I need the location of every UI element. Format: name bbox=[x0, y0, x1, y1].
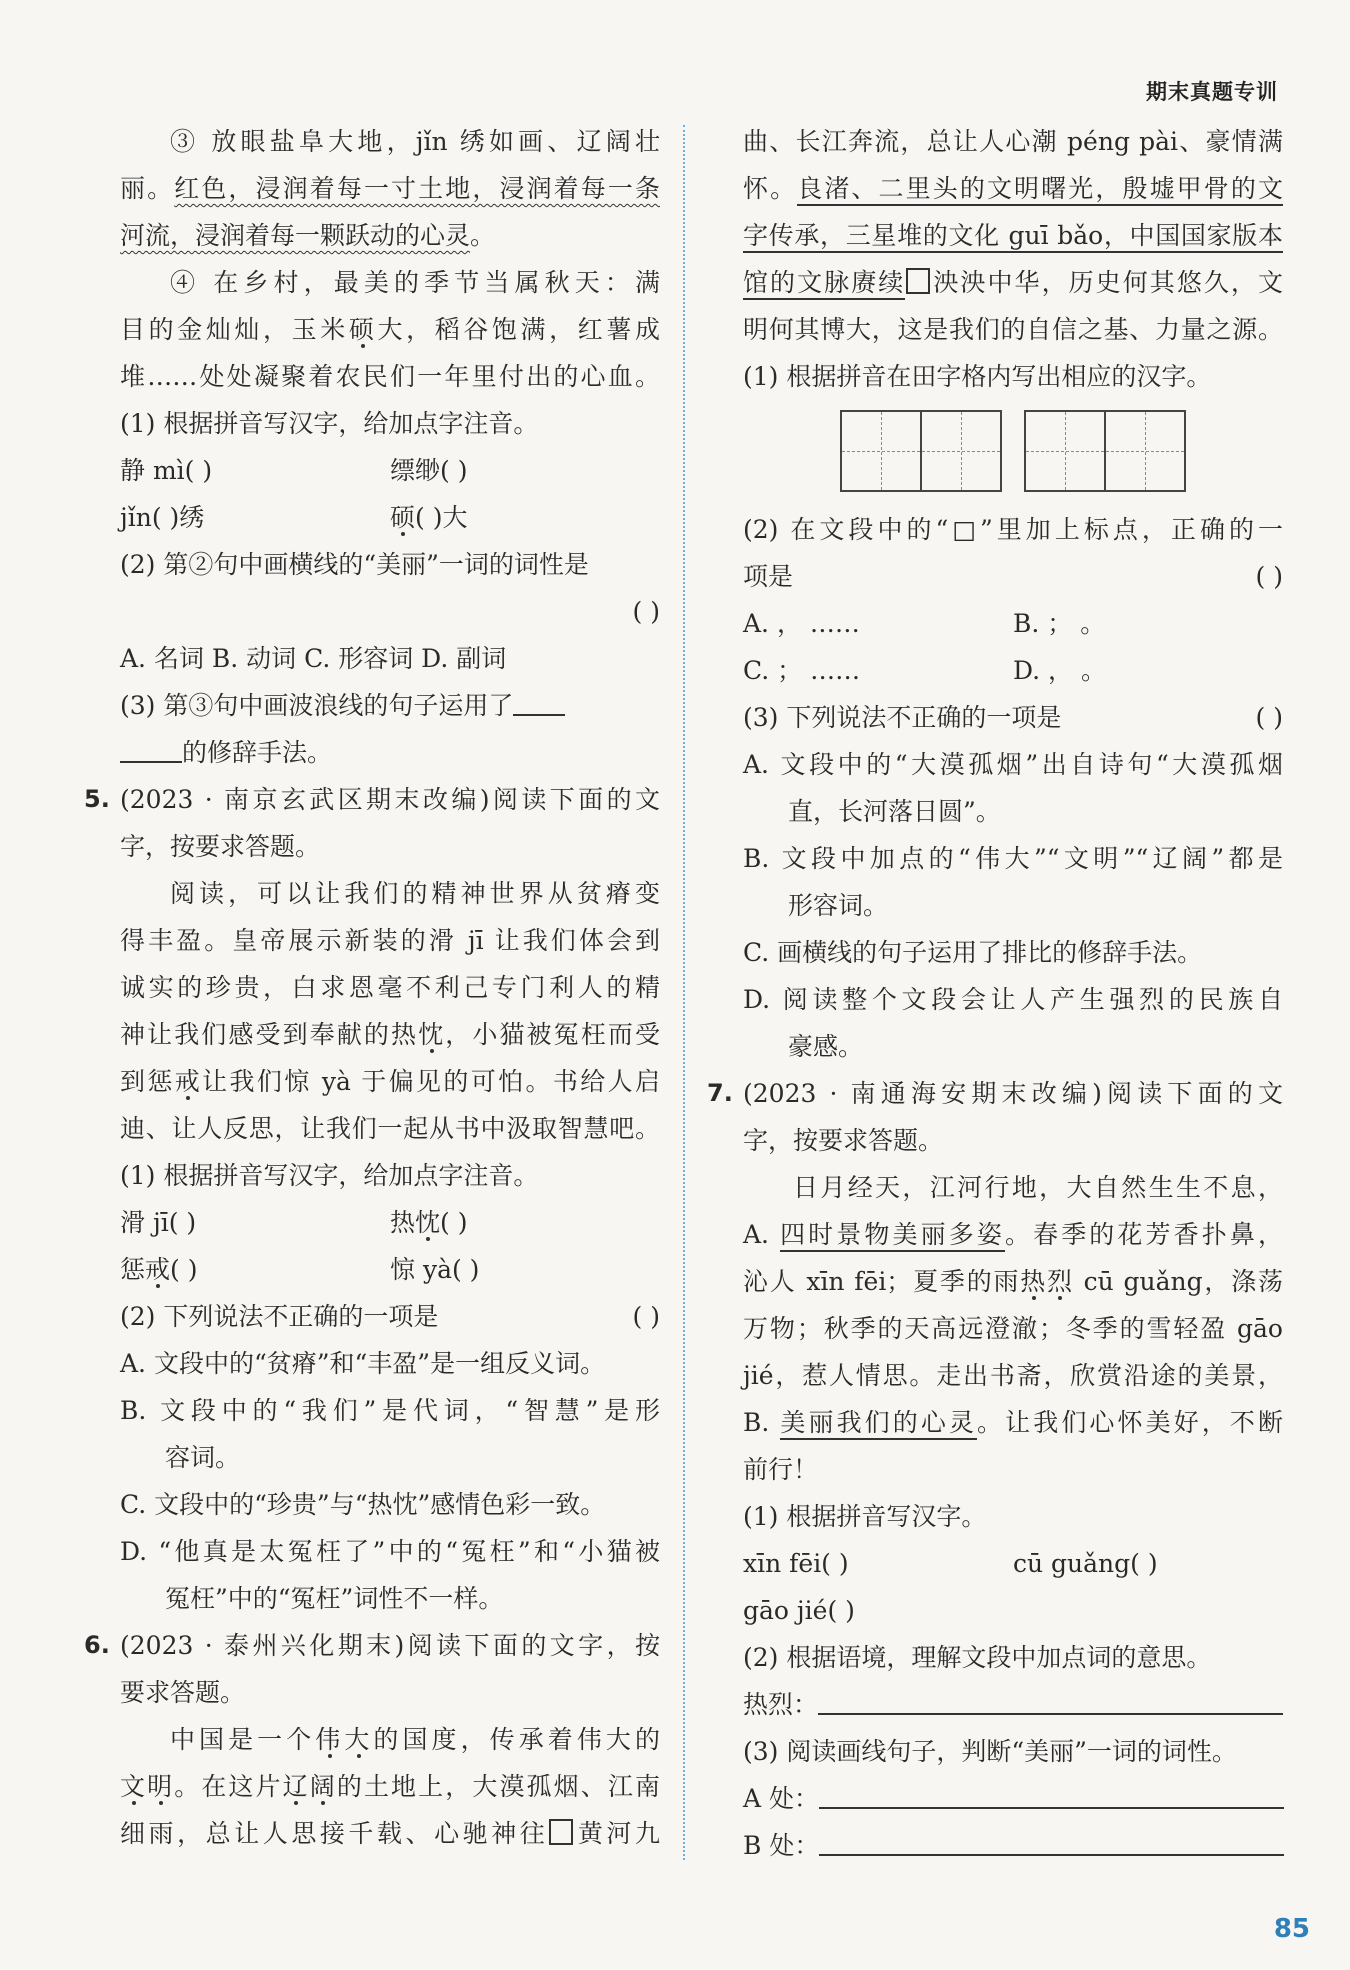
blank-jie[interactable]: 惩戒( ) bbox=[120, 1255, 198, 1284]
answer-row bbox=[743, 1540, 1283, 1587]
text-line: 阅读，可以让我们的精神世界从贫瘠变 bbox=[170, 879, 660, 908]
blank-gaojie[interactable]: gāo jié( ) bbox=[743, 1596, 855, 1625]
question-1: (1) 根据拼音写汉字，给加点字注音。 bbox=[120, 409, 539, 438]
question-2: (2) 下列说法不正确的一项是 ( ) bbox=[120, 1293, 660, 1340]
option-a[interactable]: A. 文段中的“大漠孤烟”出自诗句“大漠孤烟 bbox=[743, 750, 1283, 779]
column-divider bbox=[683, 125, 685, 1860]
text-line: A. 四时景物美丽多姿。春季的花芳香扑鼻， bbox=[743, 1211, 1283, 1258]
text-line: ④ 在乡村，最美的季节当属秋天：满 bbox=[170, 268, 660, 297]
option-d-cont[interactable]: 冤枉”中的“冤枉”词性不一样。 bbox=[165, 1584, 504, 1613]
question-number: 6. bbox=[84, 1631, 110, 1659]
question-2: (2) 第②句中画横线的“美丽”一词的词性是 bbox=[120, 550, 589, 579]
blank-mi[interactable]: 静 mì( ) bbox=[120, 456, 213, 485]
option-b[interactable]: B. 文段中的“我们”是代词，“智慧”是形 bbox=[120, 1396, 660, 1425]
answer-line-b: B 处： bbox=[743, 1822, 1283, 1869]
section-5-title-cont: 字，按要求答题。 bbox=[120, 832, 321, 861]
text-line: 神让我们感受到奉献的热忱，小猫被冤枉而受 bbox=[120, 1020, 660, 1049]
tianzige-guibao[interactable] bbox=[1024, 410, 1186, 492]
blank-xinfei[interactable]: xīn fēi( ) bbox=[743, 1549, 849, 1578]
text-line bbox=[743, 212, 1283, 259]
option-d[interactable]: D. 阅读整个文段会让人产生强烈的民族自 bbox=[743, 985, 1283, 1014]
wavy-sentence: 红色，浸润着每一寸土地，浸润着每一条 bbox=[174, 174, 660, 203]
text-line: 到惩戒让我们惊 yà 于偏见的可怕。书给人启 bbox=[120, 1067, 660, 1096]
option-b-cont[interactable]: 容词。 bbox=[165, 1443, 241, 1472]
text-line: 丽。红色，浸润着每一寸土地，浸润着每一条 bbox=[120, 174, 660, 203]
page-header: 期末真题专训 bbox=[1146, 80, 1278, 104]
tianzige-row bbox=[743, 406, 1283, 496]
punctuation-box[interactable] bbox=[906, 268, 930, 294]
blank-cuguang[interactable]: cū guǎng( ) bbox=[1013, 1549, 1158, 1578]
text-line: 馆的文脉赓续 泱泱中华，历史何其悠久，文 bbox=[743, 259, 1283, 306]
option-b-cont[interactable]: 形容词。 bbox=[788, 891, 889, 920]
blank-ya[interactable]: 惊 yà( ) bbox=[390, 1255, 480, 1284]
blank-ji[interactable]: 滑 jī( ) bbox=[120, 1208, 197, 1237]
question-1: (1) 根据拼音写汉字，给加点字注音。 bbox=[120, 1161, 539, 1190]
text-line: 细雨，总让人思接千载、心驰神往 黄河九 bbox=[120, 1819, 660, 1848]
blank-piaomiao[interactable]: 缥缈( ) bbox=[390, 456, 468, 485]
text-line: 万物；秋季的天高远澄澈；冬季的雪轻盈 gāo bbox=[743, 1314, 1283, 1343]
option-d[interactable]: D. ， 。 bbox=[1013, 656, 1106, 685]
option-a-cont[interactable]: 直，长河落日圆”。 bbox=[788, 797, 1001, 826]
text-line: 迪、让人反思，让我们一起从书中汲取智慧吧。 bbox=[120, 1114, 660, 1143]
blank-chen[interactable]: 热忱( ) bbox=[390, 1208, 468, 1237]
answer-row bbox=[120, 1199, 660, 1246]
text-line: 中国是一个伟大的国度，传承着伟大的 bbox=[170, 1725, 660, 1754]
question-2: (2) 根据语境，理解文段中加点词的意思。 bbox=[743, 1643, 1212, 1672]
answer-line-a: A 处： bbox=[743, 1775, 1283, 1822]
underlined-sentence: 字传承，三星堆的文化 guī bǎo，中国国家版本 bbox=[743, 221, 1283, 253]
underlined-sentence: 馆的文脉赓续 bbox=[743, 268, 905, 300]
text-line: 怀。良渚、二里头的文明曙光，殷墟甲骨的文 bbox=[743, 165, 1283, 212]
section-6-title-cont: 要求答题。 bbox=[120, 1678, 246, 1707]
section-5-title: 5. (2023 · 南京玄武区期末改编)阅读下面的文 bbox=[120, 776, 660, 823]
text-line: 日月经天，江河行地，大自然生生不息， bbox=[793, 1173, 1283, 1202]
punctuation-box[interactable] bbox=[549, 1819, 573, 1845]
text-line: 诚实的珍贵，白求恩毫不利己专门利人的精 bbox=[120, 973, 660, 1002]
section-7-title-cont: 字，按要求答题。 bbox=[743, 1126, 944, 1155]
answer-paren[interactable]: ( ) bbox=[632, 597, 660, 626]
answer-row bbox=[120, 1246, 660, 1293]
answer-row bbox=[120, 447, 660, 494]
answer-blank[interactable] bbox=[120, 761, 182, 763]
text-line: ③ 放眼盐阜大地，jǐn 绣如画、辽阔壮 bbox=[170, 127, 660, 156]
question-1: (1) 根据拼音写汉字。 bbox=[743, 1502, 987, 1531]
wavy-sentence: 河流，浸润着每一颗跃动的心灵 bbox=[120, 221, 471, 250]
dotted-char: 戒 bbox=[174, 1067, 203, 1096]
answer-paren[interactable]: ( ) bbox=[632, 1302, 660, 1331]
page-number: 85 bbox=[1273, 1914, 1310, 1944]
options-row bbox=[743, 600, 1283, 647]
underlined-sentence: 良渚、二里头的文明曙光，殷墟甲骨的文 bbox=[797, 174, 1283, 206]
answer-paren[interactable]: ( ) bbox=[1255, 703, 1283, 732]
right-column bbox=[707, 118, 1283, 1869]
question-1: (1) 根据拼音在田字格内写出相应的汉字。 bbox=[743, 362, 1212, 391]
text-line: jié，惹人情思。走出书斋，欣赏沿途的美景， bbox=[743, 1361, 1283, 1390]
underlined-phrase-b: 美丽我们的心灵 bbox=[780, 1408, 977, 1440]
text-line: 得丰盈。皇帝展示新装的滑 jī 让我们体会到 bbox=[120, 926, 660, 955]
answer-blank[interactable] bbox=[818, 1713, 1283, 1715]
question-3: (3) 阅读画线句子，判断“美丽”一词的词性。 bbox=[743, 1737, 1237, 1766]
question-number: 7. bbox=[707, 1079, 733, 1107]
option-a[interactable]: A. ， …… bbox=[743, 609, 860, 638]
section-6-title: 6. (2023 · 泰州兴化期末)阅读下面的文字，按 bbox=[120, 1622, 660, 1669]
answer-line-relie: 热烈： bbox=[743, 1681, 1283, 1728]
text-line: 沁人 xīn fēi；夏季的雨热烈 cū guǎng，涤荡 bbox=[743, 1267, 1283, 1296]
question-3: (3) 下列说法不正确的一项是 ( ) bbox=[743, 694, 1283, 741]
dotted-char: 硕 bbox=[348, 315, 378, 344]
question-2-options[interactable]: A. 名词 B. 动词 C. 形容词 D. 副词 bbox=[120, 644, 507, 673]
text-line: 前行！ bbox=[743, 1455, 819, 1484]
answer-row bbox=[120, 494, 660, 541]
question-3: (3) 第③句中画波浪线的句子运用了 bbox=[120, 682, 660, 729]
options-row bbox=[743, 647, 1283, 694]
section-7-title: 7. (2023 · 南通海安期末改编)阅读下面的文 bbox=[743, 1070, 1283, 1117]
answer-blank[interactable] bbox=[819, 1854, 1284, 1856]
text-line: 目的金灿灿，玉米硕大，稻谷饱满，红薯成 bbox=[120, 315, 660, 344]
tianzige-pengpai[interactable] bbox=[840, 410, 1002, 492]
answer-paren[interactable]: ( ) bbox=[1255, 562, 1283, 591]
answer-blank[interactable] bbox=[513, 714, 565, 716]
text-line: 明何其博大，这是我们的自信之基、力量之源。 bbox=[743, 315, 1283, 344]
blank-jin[interactable]: jǐn( )绣 bbox=[120, 503, 205, 532]
option-a[interactable]: A. 文段中的“贫瘠”和“丰盈”是一组反义词。 bbox=[120, 1349, 606, 1378]
question-3-cont: 的修辞手法。 bbox=[120, 729, 660, 776]
option-c[interactable]: C. 画横线的句子运用了排比的修辞手法。 bbox=[743, 938, 1203, 967]
question-2: (2) 在文段中的“□”里加上标点，正确的一 bbox=[743, 515, 1283, 544]
option-d-cont[interactable]: 豪感。 bbox=[788, 1032, 864, 1061]
text-line: B. 美丽我们的心灵。让我们心怀美好，不断 bbox=[743, 1399, 1283, 1446]
text-line: 河流，浸润着每一颗跃动的心灵。 bbox=[120, 221, 496, 250]
underlined-phrase-a: 四时景物美丽多姿 bbox=[780, 1220, 1005, 1252]
option-b[interactable]: B. 文段中加点的“伟大”“文明”“辽阔”都是 bbox=[743, 844, 1283, 873]
option-c[interactable]: C. 文段中的“珍贵”与“热忱”感情色彩一致。 bbox=[120, 1490, 606, 1519]
text-line: 堆……处处凝聚着农民们一年里付出的心血。 bbox=[120, 362, 660, 391]
dotted-char: 忱 bbox=[418, 1020, 446, 1049]
question-number: 5. bbox=[84, 785, 110, 813]
option-b[interactable]: B. ； 。 bbox=[1013, 609, 1106, 638]
answer-paren-row bbox=[120, 588, 660, 635]
left-column bbox=[84, 118, 660, 1857]
text-line: 曲、长江奔流，总让人心潮 péng pài、豪情满 bbox=[743, 127, 1283, 156]
option-c[interactable]: C. ； …… bbox=[743, 656, 861, 685]
text-line: 文明。在这片辽阔的土地上，大漠孤烟、江南 bbox=[120, 1772, 660, 1801]
answer-blank[interactable] bbox=[819, 1807, 1284, 1809]
blank-shuo[interactable]: 硕( )大 bbox=[390, 503, 468, 532]
question-2-cont: 项是 ( ) bbox=[743, 553, 1283, 600]
option-d[interactable]: D. “他真是太冤枉了”中的“冤枉”和“小猫被 bbox=[120, 1537, 660, 1566]
